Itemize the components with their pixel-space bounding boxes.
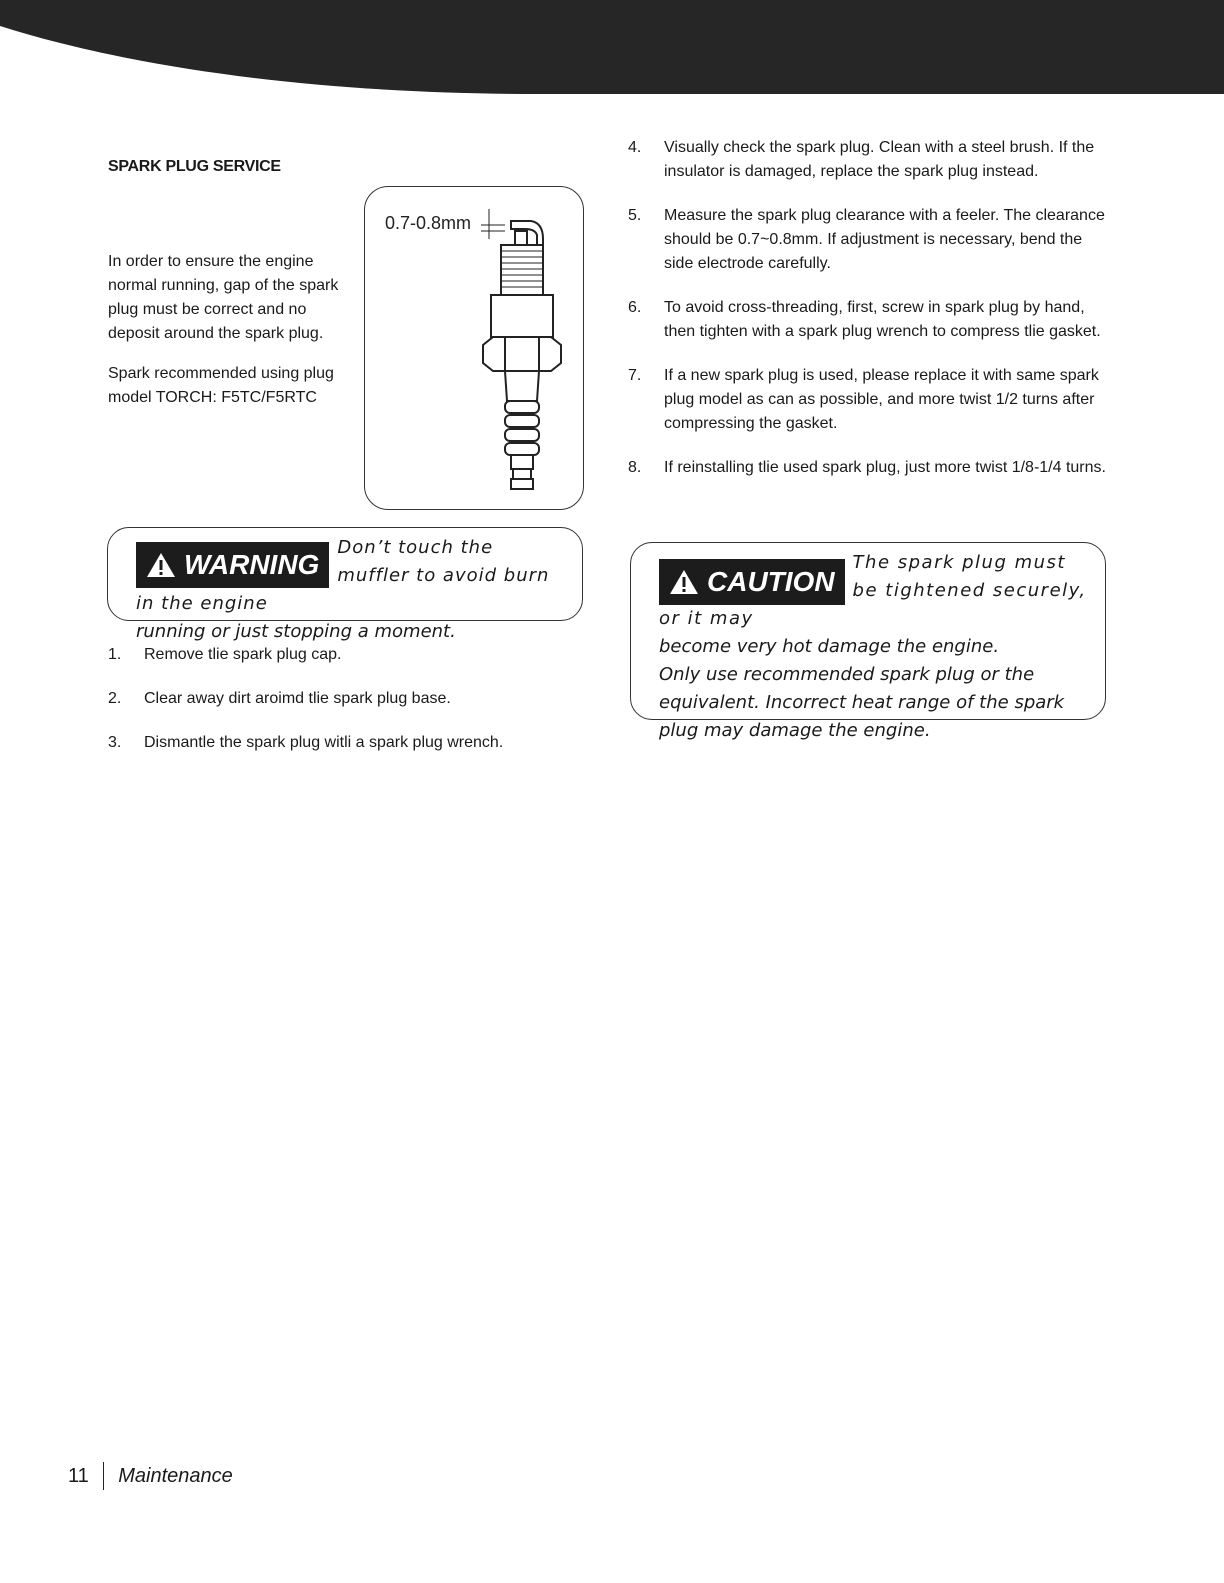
warning-badge-label: WARNING	[184, 549, 320, 580]
footer-divider	[103, 1462, 105, 1490]
warning-lead: Don’t touch the muffler to avoid burn in the engine	[136, 537, 550, 614]
step-text: If a new spark plug is used, please replace it with same spark plug model as can as possible, and more twist 1/2 turns after compressing the gasket.	[664, 367, 1099, 432]
warning-rest: running or just stopping a moment.	[136, 621, 456, 642]
caution-badge	[659, 559, 845, 605]
caution-box	[630, 542, 1106, 741]
step-number: 4.	[628, 139, 642, 156]
warning-badge	[136, 542, 329, 588]
step-number: 8.	[628, 459, 642, 476]
warning-box	[107, 527, 583, 642]
step-number: 5.	[628, 207, 642, 224]
step-number: 3.	[108, 734, 122, 751]
footer-section: Maintenance	[118, 1464, 233, 1487]
step-text: Dismantle the spark plug witli a spark plug wrench.	[144, 734, 504, 751]
intro-paragraph: In order to ensure the engine normal running, gap of the spark plug must be correct and no deposit around the spark plug.	[108, 253, 339, 342]
step-text: Measure the spark plug clearance with a feeler. The clearance should be 0.7~0.8mm. If adjustment is necessary, bend the side electrode carefully.	[664, 207, 1105, 272]
steps-list-left	[108, 643, 578, 775]
page-number: 11	[68, 1464, 89, 1487]
list-item	[108, 643, 578, 667]
list-item	[628, 364, 1108, 436]
step-text: To avoid cross-threading, first, screw in spark plug by hand, then tighten with a spark plug wrench to compress tlie gasket.	[664, 299, 1101, 340]
intro-paragraph: Spark recommended using plug model TORCH: F5TC/F5RTC	[108, 365, 334, 406]
caution-lead: The spark plug must be tightened securely, or it may	[659, 552, 1087, 629]
list-item	[628, 296, 1108, 344]
step-number: 2.	[108, 690, 122, 707]
caution-rest: Only use recommended spark plug or the equivalent. Incorrect heat range of the spark plug may damage the engine.	[659, 664, 1065, 741]
list-item	[108, 731, 578, 755]
steps-list-right	[628, 136, 1108, 500]
list-item	[108, 687, 578, 711]
step-number: 6.	[628, 299, 642, 316]
list-item	[628, 136, 1108, 184]
step-text: Clear away dirt aroimd tlie spark plug base.	[144, 690, 451, 707]
header-band	[0, 0, 1224, 96]
step-number: 7.	[628, 367, 642, 384]
intro-text	[108, 250, 348, 426]
spark-plug-figure	[364, 186, 584, 510]
list-item	[628, 456, 1108, 480]
section-title: SPARK PLUG SERVICE	[108, 158, 281, 175]
caution-badge-label: CAUTION	[707, 566, 835, 597]
step-number: 1.	[108, 646, 122, 663]
step-text: If reinstalling tlie used spark plug, just more twist 1/8-1/4 turns.	[664, 459, 1106, 476]
page-footer	[68, 1462, 233, 1490]
list-item	[628, 204, 1108, 276]
step-text: Visually check the spark plug. Clean with a steel brush. If the insulator is damaged, replace the spark plug instead.	[664, 139, 1095, 180]
spark-plug-icon	[365, 187, 585, 511]
warning-triangle-icon	[669, 569, 699, 595]
warning-triangle-icon	[146, 552, 176, 578]
gap-label: 0.7-0.8mm	[385, 213, 472, 233]
step-text: Remove tlie spark plug cap.	[144, 646, 342, 663]
caution-rest: become very hot damage the engine.	[659, 636, 1000, 657]
